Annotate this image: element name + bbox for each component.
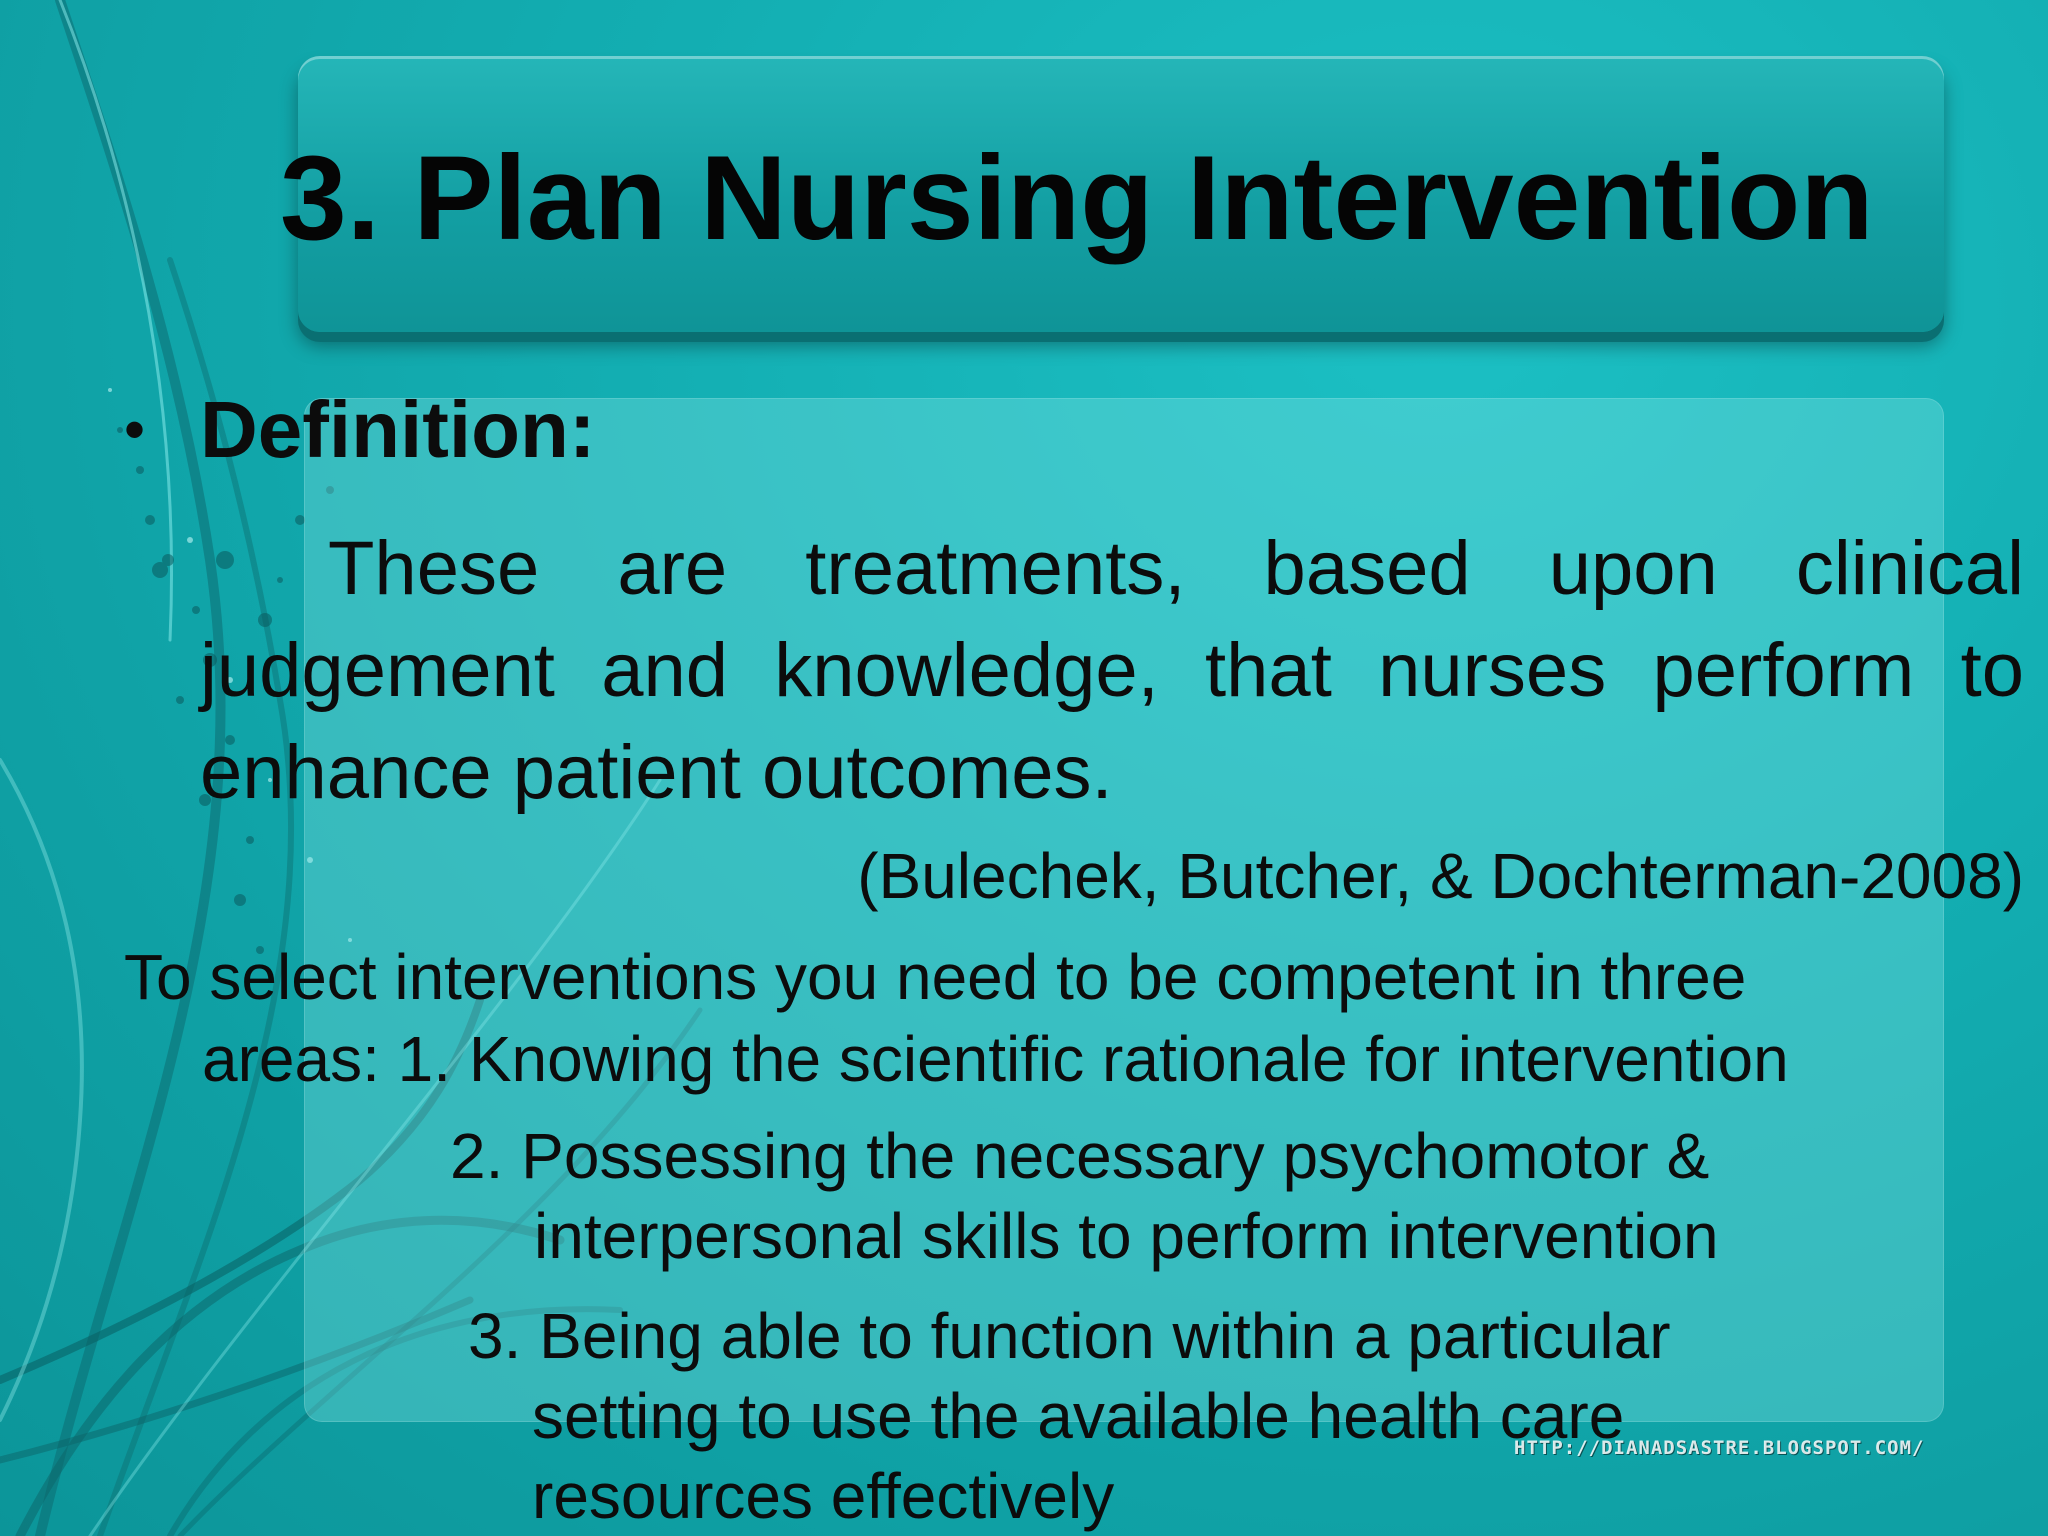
intro-paragraph <box>124 936 2024 1100</box>
skill-line: setting to use the available health care <box>532 1380 1625 1452</box>
skill-line: Being able to function within a particular <box>539 1300 1671 1372</box>
definition-paragraph <box>200 518 2024 824</box>
skill-item-3 <box>468 1296 1671 1536</box>
skill-item-2 <box>450 1116 1719 1276</box>
intro-continuation: areas: 1. Knowing the scientific rationale for intervention <box>202 1023 1789 1095</box>
skill-line: interpersonal skills to perform intervention <box>534 1200 1719 1272</box>
skill-line: resources effectively <box>532 1460 1115 1532</box>
skill-number: 2. <box>450 1120 504 1192</box>
bullet-icon: • <box>124 396 146 463</box>
citation: (Bulechek, Butcher, & Dochterman-2008) <box>857 840 2024 912</box>
slide-title: 3. Plan Nursing Intervention <box>280 131 1874 265</box>
skill-line: Possessing the necessary psychomotor & <box>521 1120 1710 1192</box>
definition-text: These are treatments, based upon clinical judgement and knowledge, that nurses perform to enhance patient outcomes. <box>200 526 2024 815</box>
heading-text: Definition: <box>200 385 596 474</box>
intro-line: To select interventions you need to be competent in three <box>124 941 1747 1013</box>
definition-heading <box>124 382 595 478</box>
skill-number: 3. <box>468 1300 522 1372</box>
watermark-url: HTTP://DIANADSASTRE.BLOGSPOT.COM/ <box>1514 1437 1925 1459</box>
